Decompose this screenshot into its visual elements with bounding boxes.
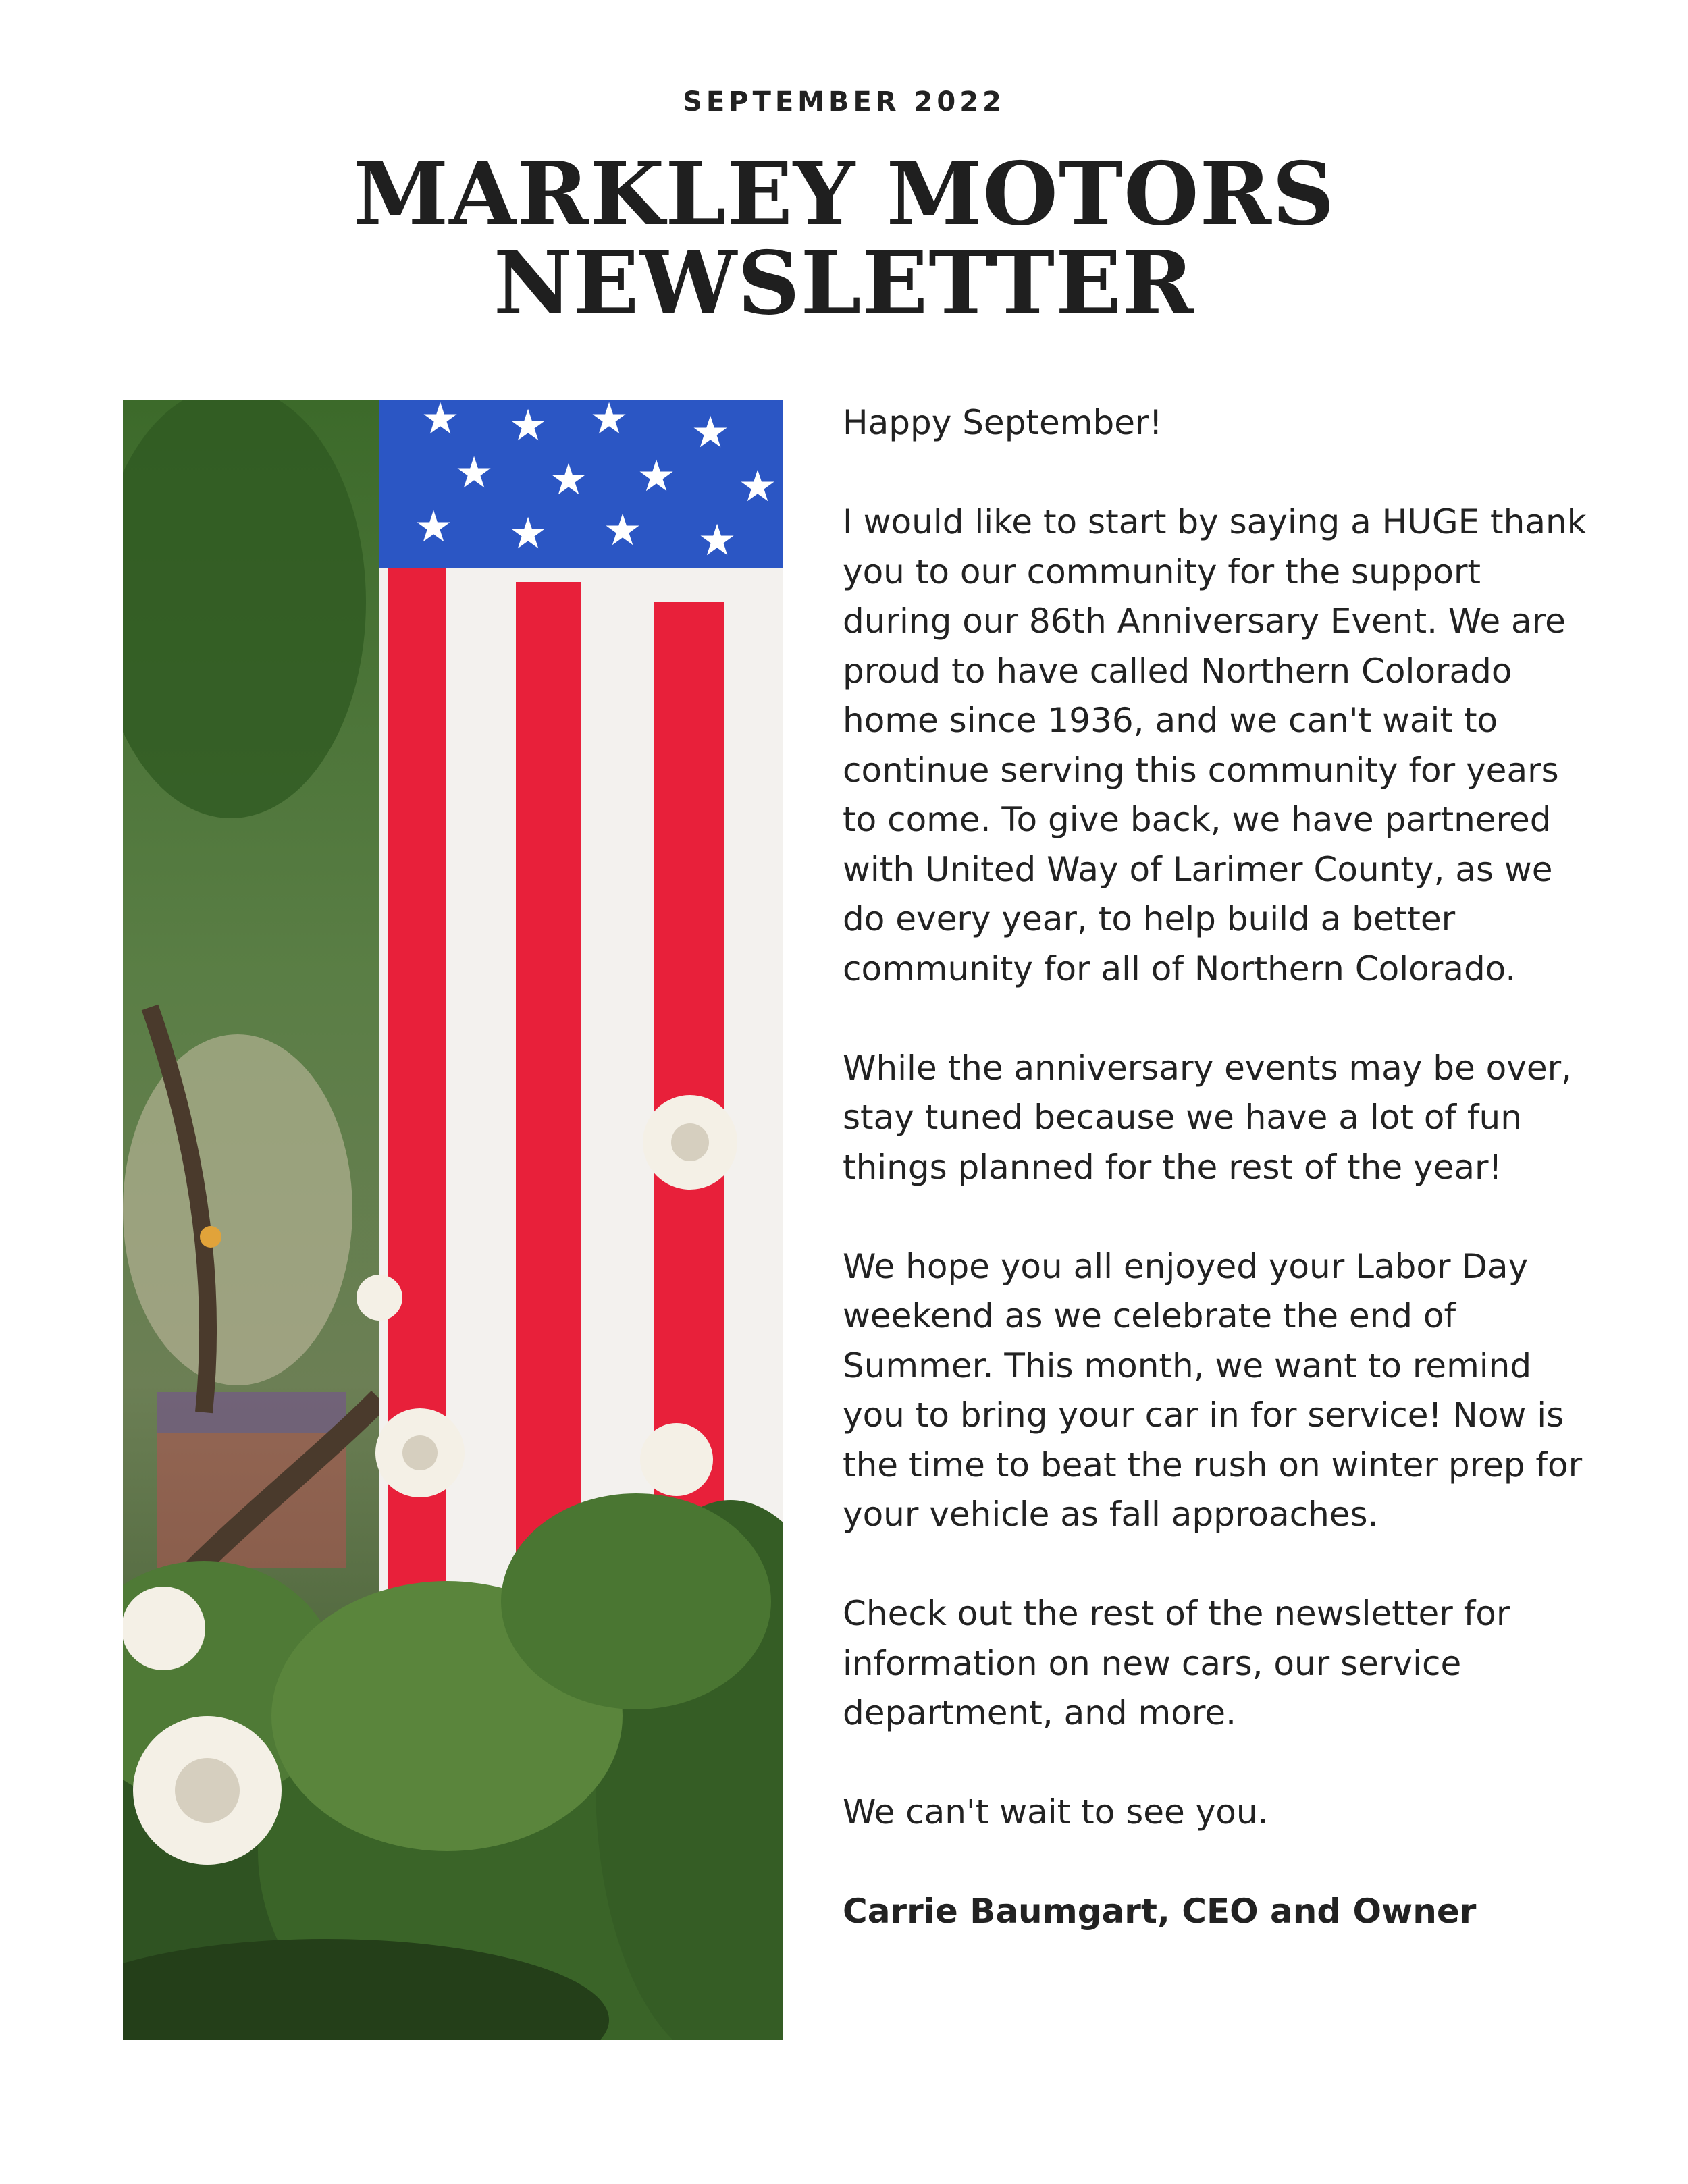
letter-paragraph: I would like to start by saying a HUGE thank you to our community for the support during our 86th Anniversary Event. We are proud to have called Northern Colorado home since 1936, and we can't wait to continue serving this community for years to come. To give back, we have partnered with United Way of Larimer County, as we do every year, to help build a better community for all of Northern Colorado.	[843, 502, 1587, 988]
svg-text:★: ★	[738, 462, 777, 512]
svg-text:★: ★	[637, 452, 676, 502]
letter-paragraph: While the anniversary events may be over, stay tuned because we have a lot of fun things planned for the rest of the year!	[843, 1048, 1573, 1187]
svg-text:★: ★	[508, 509, 548, 559]
svg-text:★: ★	[549, 455, 588, 505]
letter-paragraph: We hope you all enjoyed your Labor Day weekend as we celebrate the end of Summer. This month, we want to remind you to bring your car in for service! Now is the time to beat the rush on winter prep for your vehicle as fall approaches.	[843, 1246, 1583, 1534]
letter-greeting: Happy September!	[843, 403, 1163, 442]
letter-paragraph: Check out the rest of the newsletter for information on new cars, our service department, and more.	[843, 1594, 1510, 1732]
title-line-1: MARKLEY MOTORS	[352, 144, 1336, 245]
svg-text:★: ★	[589, 400, 629, 444]
svg-text:★: ★	[421, 400, 460, 444]
page-title	[0, 144, 1688, 334]
svg-text:★: ★	[603, 506, 642, 556]
title-line-2: NEWSLETTER	[493, 233, 1195, 334]
flag-photo	[123, 400, 783, 2040]
svg-text:★: ★	[414, 502, 453, 552]
svg-text:★: ★	[697, 516, 737, 566]
svg-text:★: ★	[454, 448, 494, 498]
svg-text:★: ★	[691, 408, 730, 458]
newsletter-date: SEPTEMBER 2022	[683, 86, 1005, 117]
letter-signature: Carrie Baumgart, CEO and Owner	[843, 1892, 1477, 1931]
letter-body	[843, 398, 1599, 1986]
svg-text:★: ★	[508, 401, 548, 451]
letter-paragraph: We can't wait to see you.	[843, 1792, 1269, 1832]
